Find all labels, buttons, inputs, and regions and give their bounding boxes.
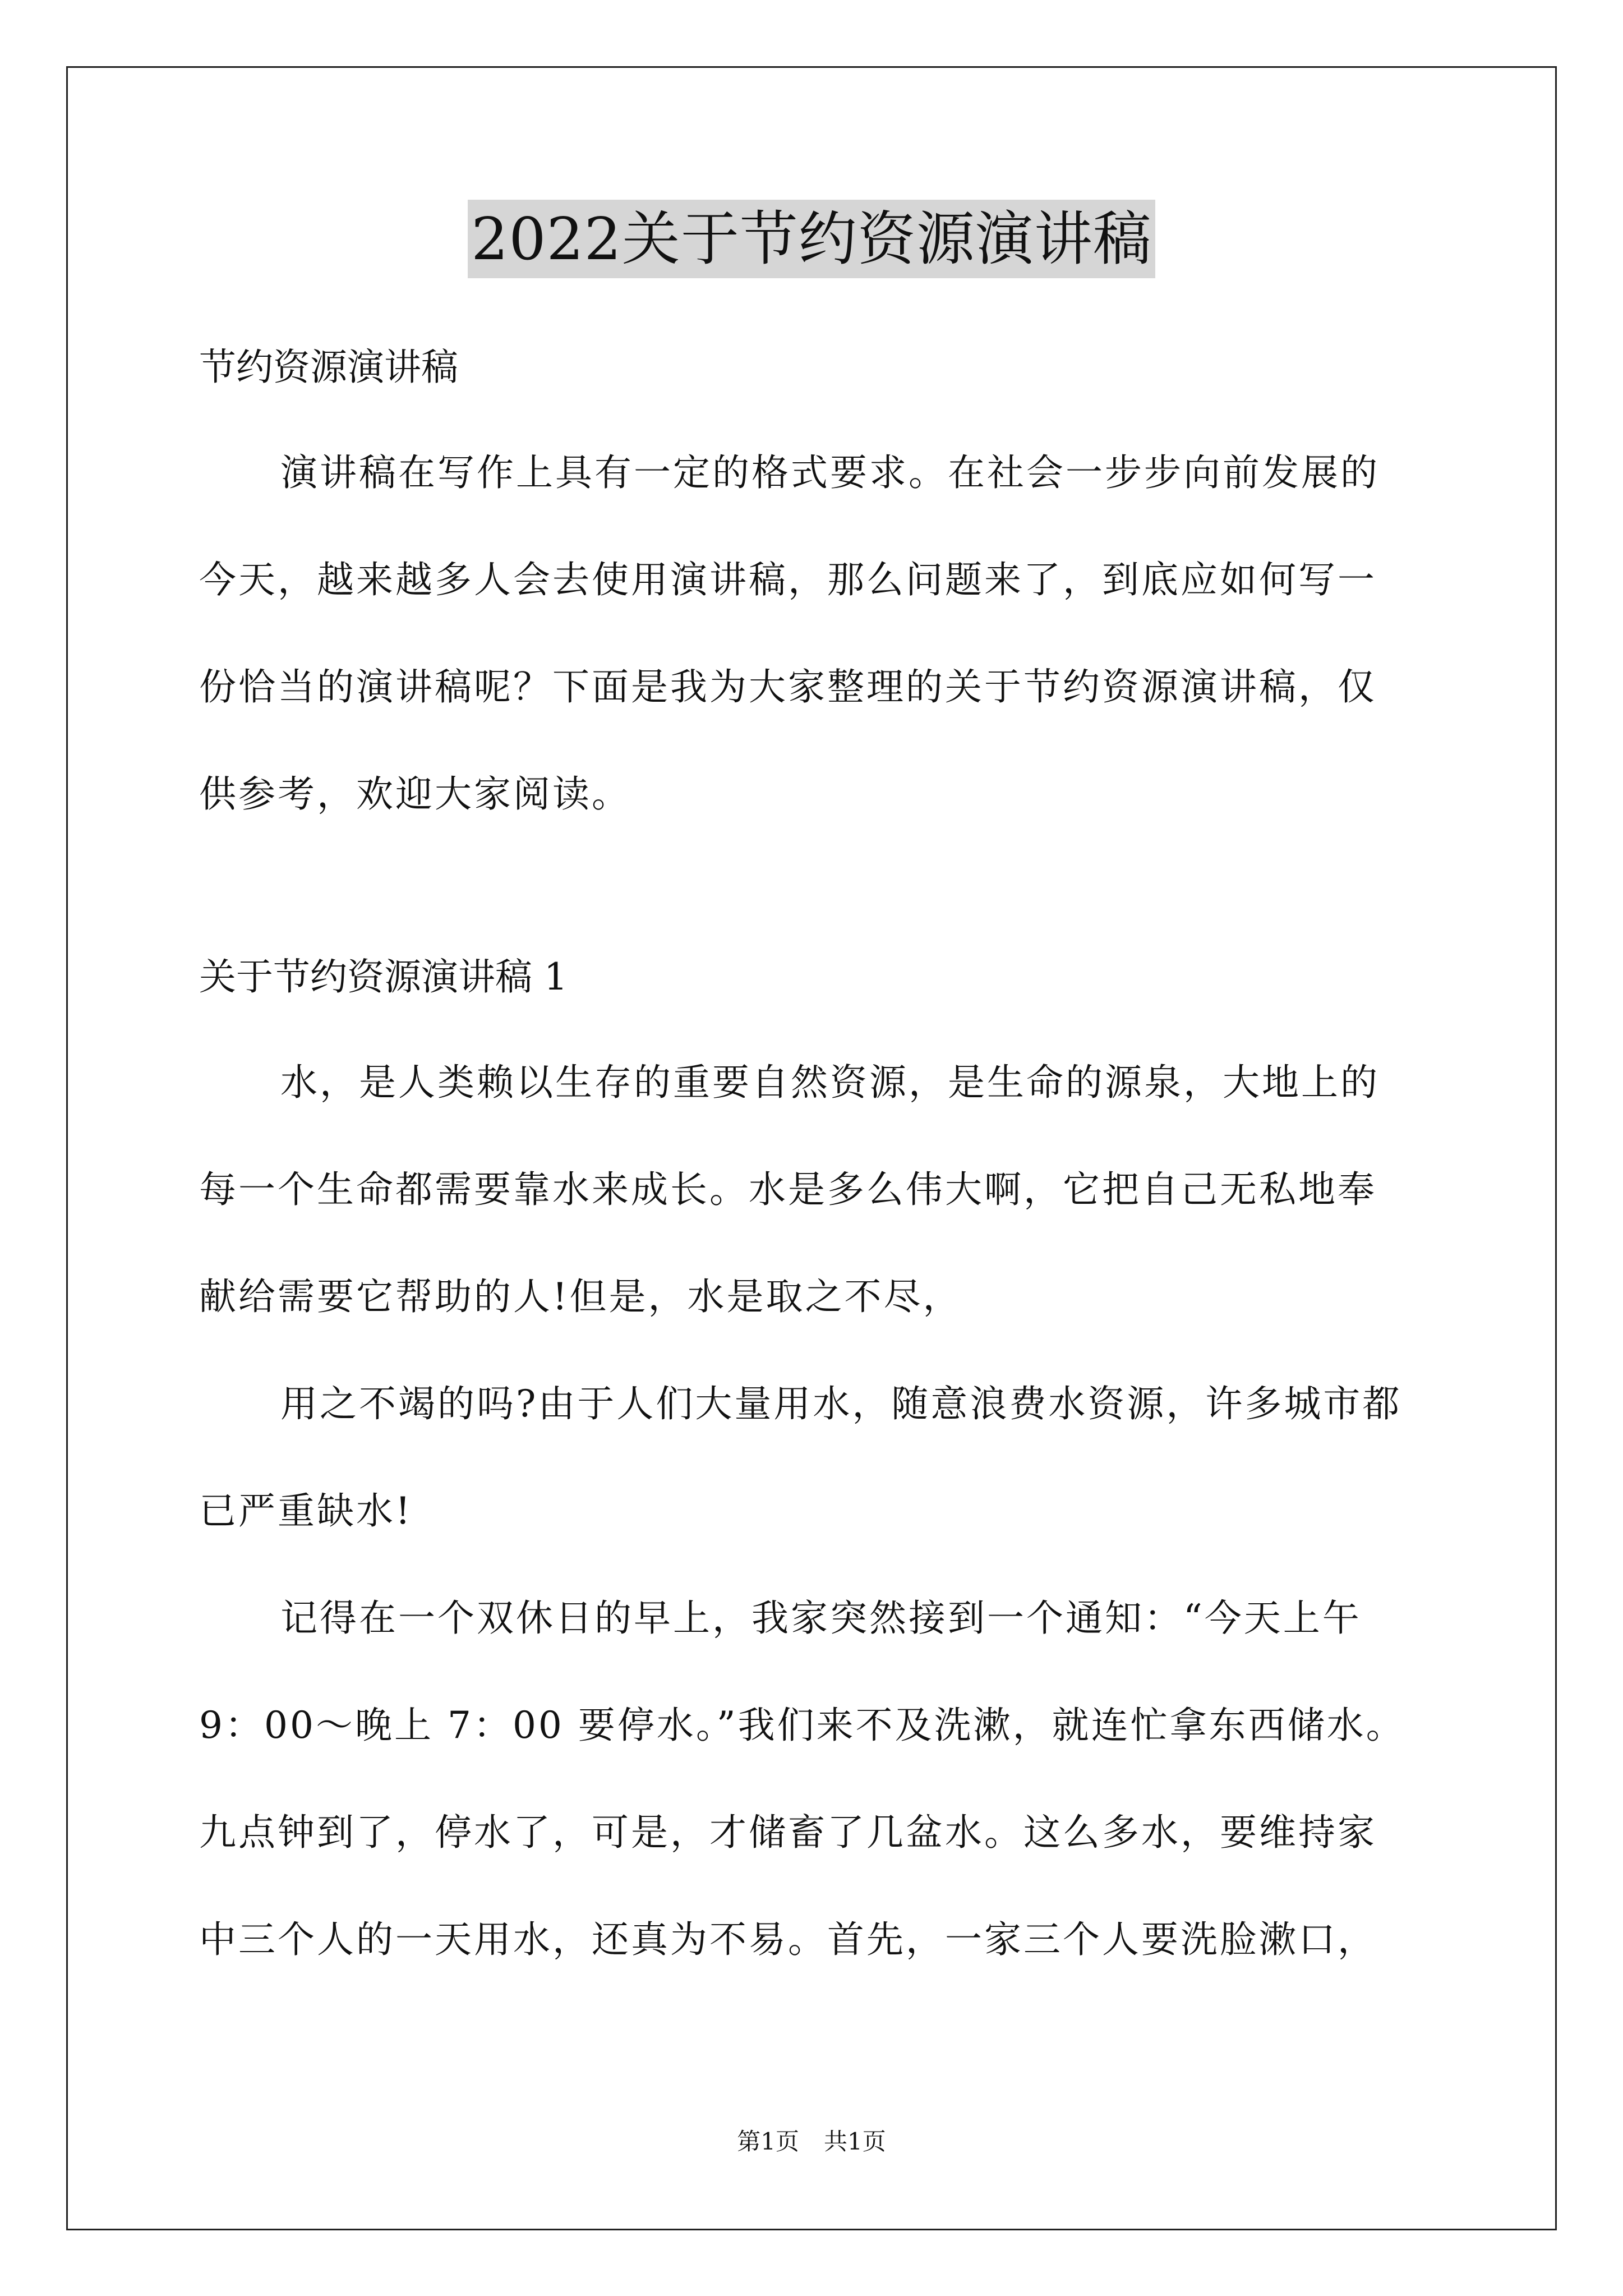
paragraph-line: 中三个人的一天用水，还真为不易。首先，一家三个人要洗脸漱口， — [199, 1918, 1377, 1961]
paragraph-line: 九点钟到了，停水了，可是，才储畜了几盆水。这么多水，要维持家 — [199, 1811, 1377, 1854]
document-title: 2022关于节约资源演讲稿 — [468, 200, 1155, 278]
paragraph-line: 记得在一个双休日的早上，我家突然接到一个通知：“今天上午 — [280, 1596, 1362, 1640]
intro-heading: 节约资源演讲稿 — [199, 346, 458, 389]
intro-line: 演讲稿在写作上具有一定的格式要求。在社会一步步向前发展的 — [280, 451, 1380, 494]
paragraph-line: 每一个生命都需要靠水来成长。水是多么伟大啊，它把自己无私地奉 — [199, 1168, 1377, 1211]
paragraph-line: 已严重缺水! — [199, 1489, 413, 1533]
section1-heading: 关于节约资源演讲稿 1 — [199, 955, 568, 999]
paragraph-line: 用之不竭的吗?由于人们大量用水，随意浪费水资源，许多城市都 — [280, 1382, 1402, 1425]
page-number: 第1页 — [737, 2128, 799, 2155]
page-total: 共1页 — [824, 2128, 886, 2155]
paragraph-line: 水，是人类赖以生存的重要自然资源，是生命的源泉，大地上的 — [280, 1061, 1380, 1104]
intro-line: 份恰当的演讲稿呢？下面是我为大家整理的关于节约资源演讲稿，仅 — [199, 665, 1377, 708]
intro-line: 今天，越来越多人会去使用演讲稿，那么问题来了，到底应如何写一 — [199, 558, 1377, 601]
title-wrapper — [0, 200, 1623, 278]
page-footer — [0, 2125, 1623, 2159]
document-body — [199, 339, 1433, 1968]
paragraph-line: 献给需要它帮助的人!但是，水是取之不尽， — [199, 1275, 962, 1318]
paragraph-line: 9：00～晚上 7：00 要停水。”我们来不及洗漱，就连忙拿东西储水。 — [199, 1704, 1405, 1747]
intro-line: 供参考，欢迎大家阅读。 — [199, 772, 631, 816]
